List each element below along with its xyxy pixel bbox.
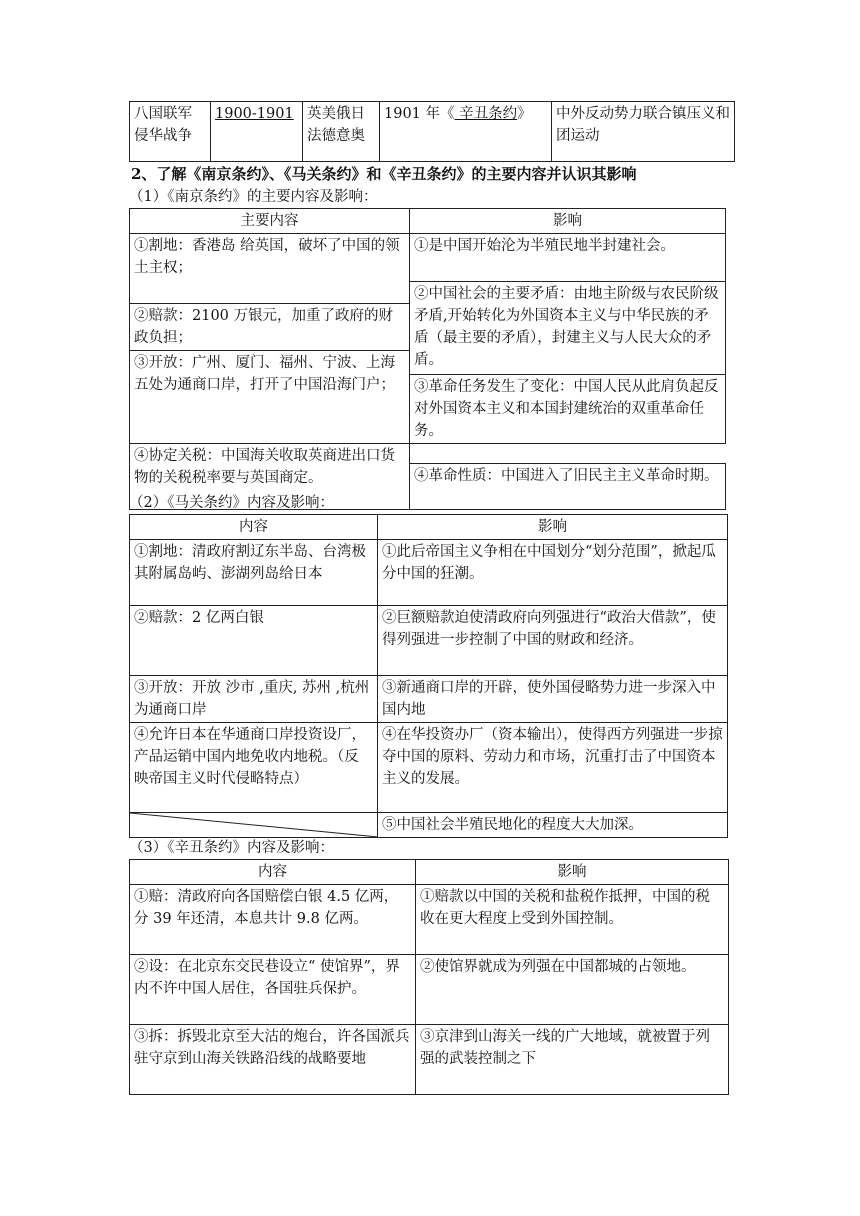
nanjing-impact-1: ①是中国开始沦为半殖民地半封建社会。 bbox=[410, 234, 726, 282]
war-treaty: 1901 年《 辛丑条约》 bbox=[380, 102, 552, 162]
maguan-impact-3: ③新通商口岸的开辟，使外国侵略势力进一步深入中国内地 bbox=[378, 676, 728, 723]
xinchou-table bbox=[129, 859, 729, 1095]
xinchou-caption: （3）《辛丑条约》内容及影响： bbox=[129, 840, 334, 856]
maguan-content-2: ②赔款：2 亿两白银 bbox=[130, 606, 378, 676]
header-content: 主要内容 bbox=[130, 209, 410, 234]
nanjing-impact-2: ②中国社会的主要矛盾：由地主阶级与农民阶级矛盾,开始转化为外国资本主义与中华民族的矛盾（最主要的矛盾），封建主义与人民大众的矛盾。 bbox=[410, 282, 726, 375]
xinchou-impact-2: ②使馆界就成为列强在中国都城的占领地。 bbox=[416, 955, 729, 1025]
table-row bbox=[130, 955, 729, 1025]
table-header-row bbox=[130, 860, 729, 885]
table-row bbox=[130, 885, 729, 955]
table-row bbox=[130, 540, 728, 606]
maguan-table bbox=[129, 514, 728, 838]
header-impact: 影响 bbox=[416, 860, 729, 885]
diagonal-empty-cell bbox=[130, 813, 378, 838]
header-content: 内容 bbox=[130, 860, 416, 885]
nanjing-content-4: ④协定关税：中国海关收取英商进出口货物的关税税率要与英国商定。 bbox=[130, 444, 410, 510]
table-row bbox=[130, 102, 735, 162]
maguan-impact-5: ⑤中国社会半殖民地化的程度大大加深。 bbox=[378, 813, 728, 838]
war-countries: 英美俄日法德意奥 bbox=[303, 102, 380, 162]
xinchou-impact-1: ①赔款以中国的关税和盐税作抵押，中国的税收在更大程度上受到外国控制。 bbox=[416, 885, 729, 955]
maguan-caption: （2）《马关条约》内容及影响： bbox=[129, 495, 334, 511]
war-years: 1900-1901 bbox=[211, 102, 303, 162]
maguan-impact-2: ②巨额赔款迫使清政府向列强进行“政治大借款”，使得列强进一步控制了中国的财政和经济。 bbox=[378, 606, 728, 676]
xinchou-impact-3: ③京津到山海关一线的广大地域，就被置于列强的武装控制之下 bbox=[416, 1025, 729, 1095]
maguan-content-3: ③开放：开放 沙市 ,重庆, 苏州 ,杭州为通商口岸 bbox=[130, 676, 378, 723]
maguan-impact-1: ①此后帝国主义争相在中国划分“划分范围”，掀起瓜分中国的狂潮。 bbox=[378, 540, 728, 606]
table-row bbox=[130, 813, 728, 838]
table-row bbox=[130, 1025, 729, 1095]
header-content: 内容 bbox=[130, 515, 378, 540]
xinchou-content-2: ②设：在北京东交民巷设立“ 使馆界”，界内不许中国人居住，各国驻兵保护。 bbox=[130, 955, 416, 1025]
header-impact: 影响 bbox=[378, 515, 728, 540]
table-header-row bbox=[130, 515, 728, 540]
maguan-impact-4: ④在华投资办厂（资本输出），使得西方列强进一步掠夺中国的原料、劳动力和市场，沉重打击了中国资本主义的发展。 bbox=[378, 723, 728, 813]
maguan-content-4: ④允许日本在华通商口岸投资设厂，产品运销中国内地免收内地税。（反映帝国主义时代侵略特点） bbox=[130, 723, 378, 813]
xinchou-content-3: ③拆：拆毁北京至大沽的炮台，许各国派兵驻守京到山海关铁路沿线的战略要地 bbox=[130, 1025, 416, 1095]
table-row bbox=[130, 606, 728, 676]
war-name: 八国联军侵华战争 bbox=[130, 102, 211, 162]
section-heading: 2、了解《南京条约》、《马关条约》和《辛丑条约》的主要内容并认识其影响 bbox=[131, 165, 637, 183]
maguan-content-1: ①割地：清政府割辽东半岛、台湾极其附属岛屿、澎湖列岛给日本 bbox=[130, 540, 378, 606]
table-row bbox=[130, 444, 726, 464]
war-note: 中外反动势力联合镇压义和团运动 bbox=[552, 102, 735, 162]
header-impact: 影响 bbox=[410, 209, 726, 234]
nanjing-impact-3: ③革命任务发生了变化：中国人民从此肩负起反对外国资本主义和本国封建统治的双重革命任务。 bbox=[410, 375, 726, 444]
xinchou-content-1: ①赔：清政府向各国赔偿白银 4.5 亿两，分 39 年还清，本息共计 9.8 亿两。 bbox=[130, 885, 416, 955]
nanjing-impact-4: ④革命性质：中国进入了旧民主主义革命时期。 bbox=[410, 464, 726, 510]
nanjing-content-2: ②赔款：2100 万银元，加重了政府的财政负担； bbox=[130, 304, 410, 351]
table-row bbox=[130, 234, 726, 282]
nanjing-caption: （1）《南京条约》的主要内容及影响： bbox=[129, 189, 378, 205]
table-header-row bbox=[130, 209, 726, 234]
nanjing-table bbox=[129, 208, 726, 510]
nanjing-content-3: ③开放：广州、厦门、福州、宁波、上海五处为通商口岸，打开了中国沿海门户； bbox=[130, 351, 410, 444]
nanjing-content-1: ①割地：香港岛 给英国，破坏了中国的领土主权； bbox=[130, 234, 410, 304]
war-table bbox=[129, 101, 735, 162]
table-row bbox=[130, 723, 728, 813]
table-row bbox=[130, 676, 728, 723]
diagonal-line bbox=[130, 813, 378, 837]
